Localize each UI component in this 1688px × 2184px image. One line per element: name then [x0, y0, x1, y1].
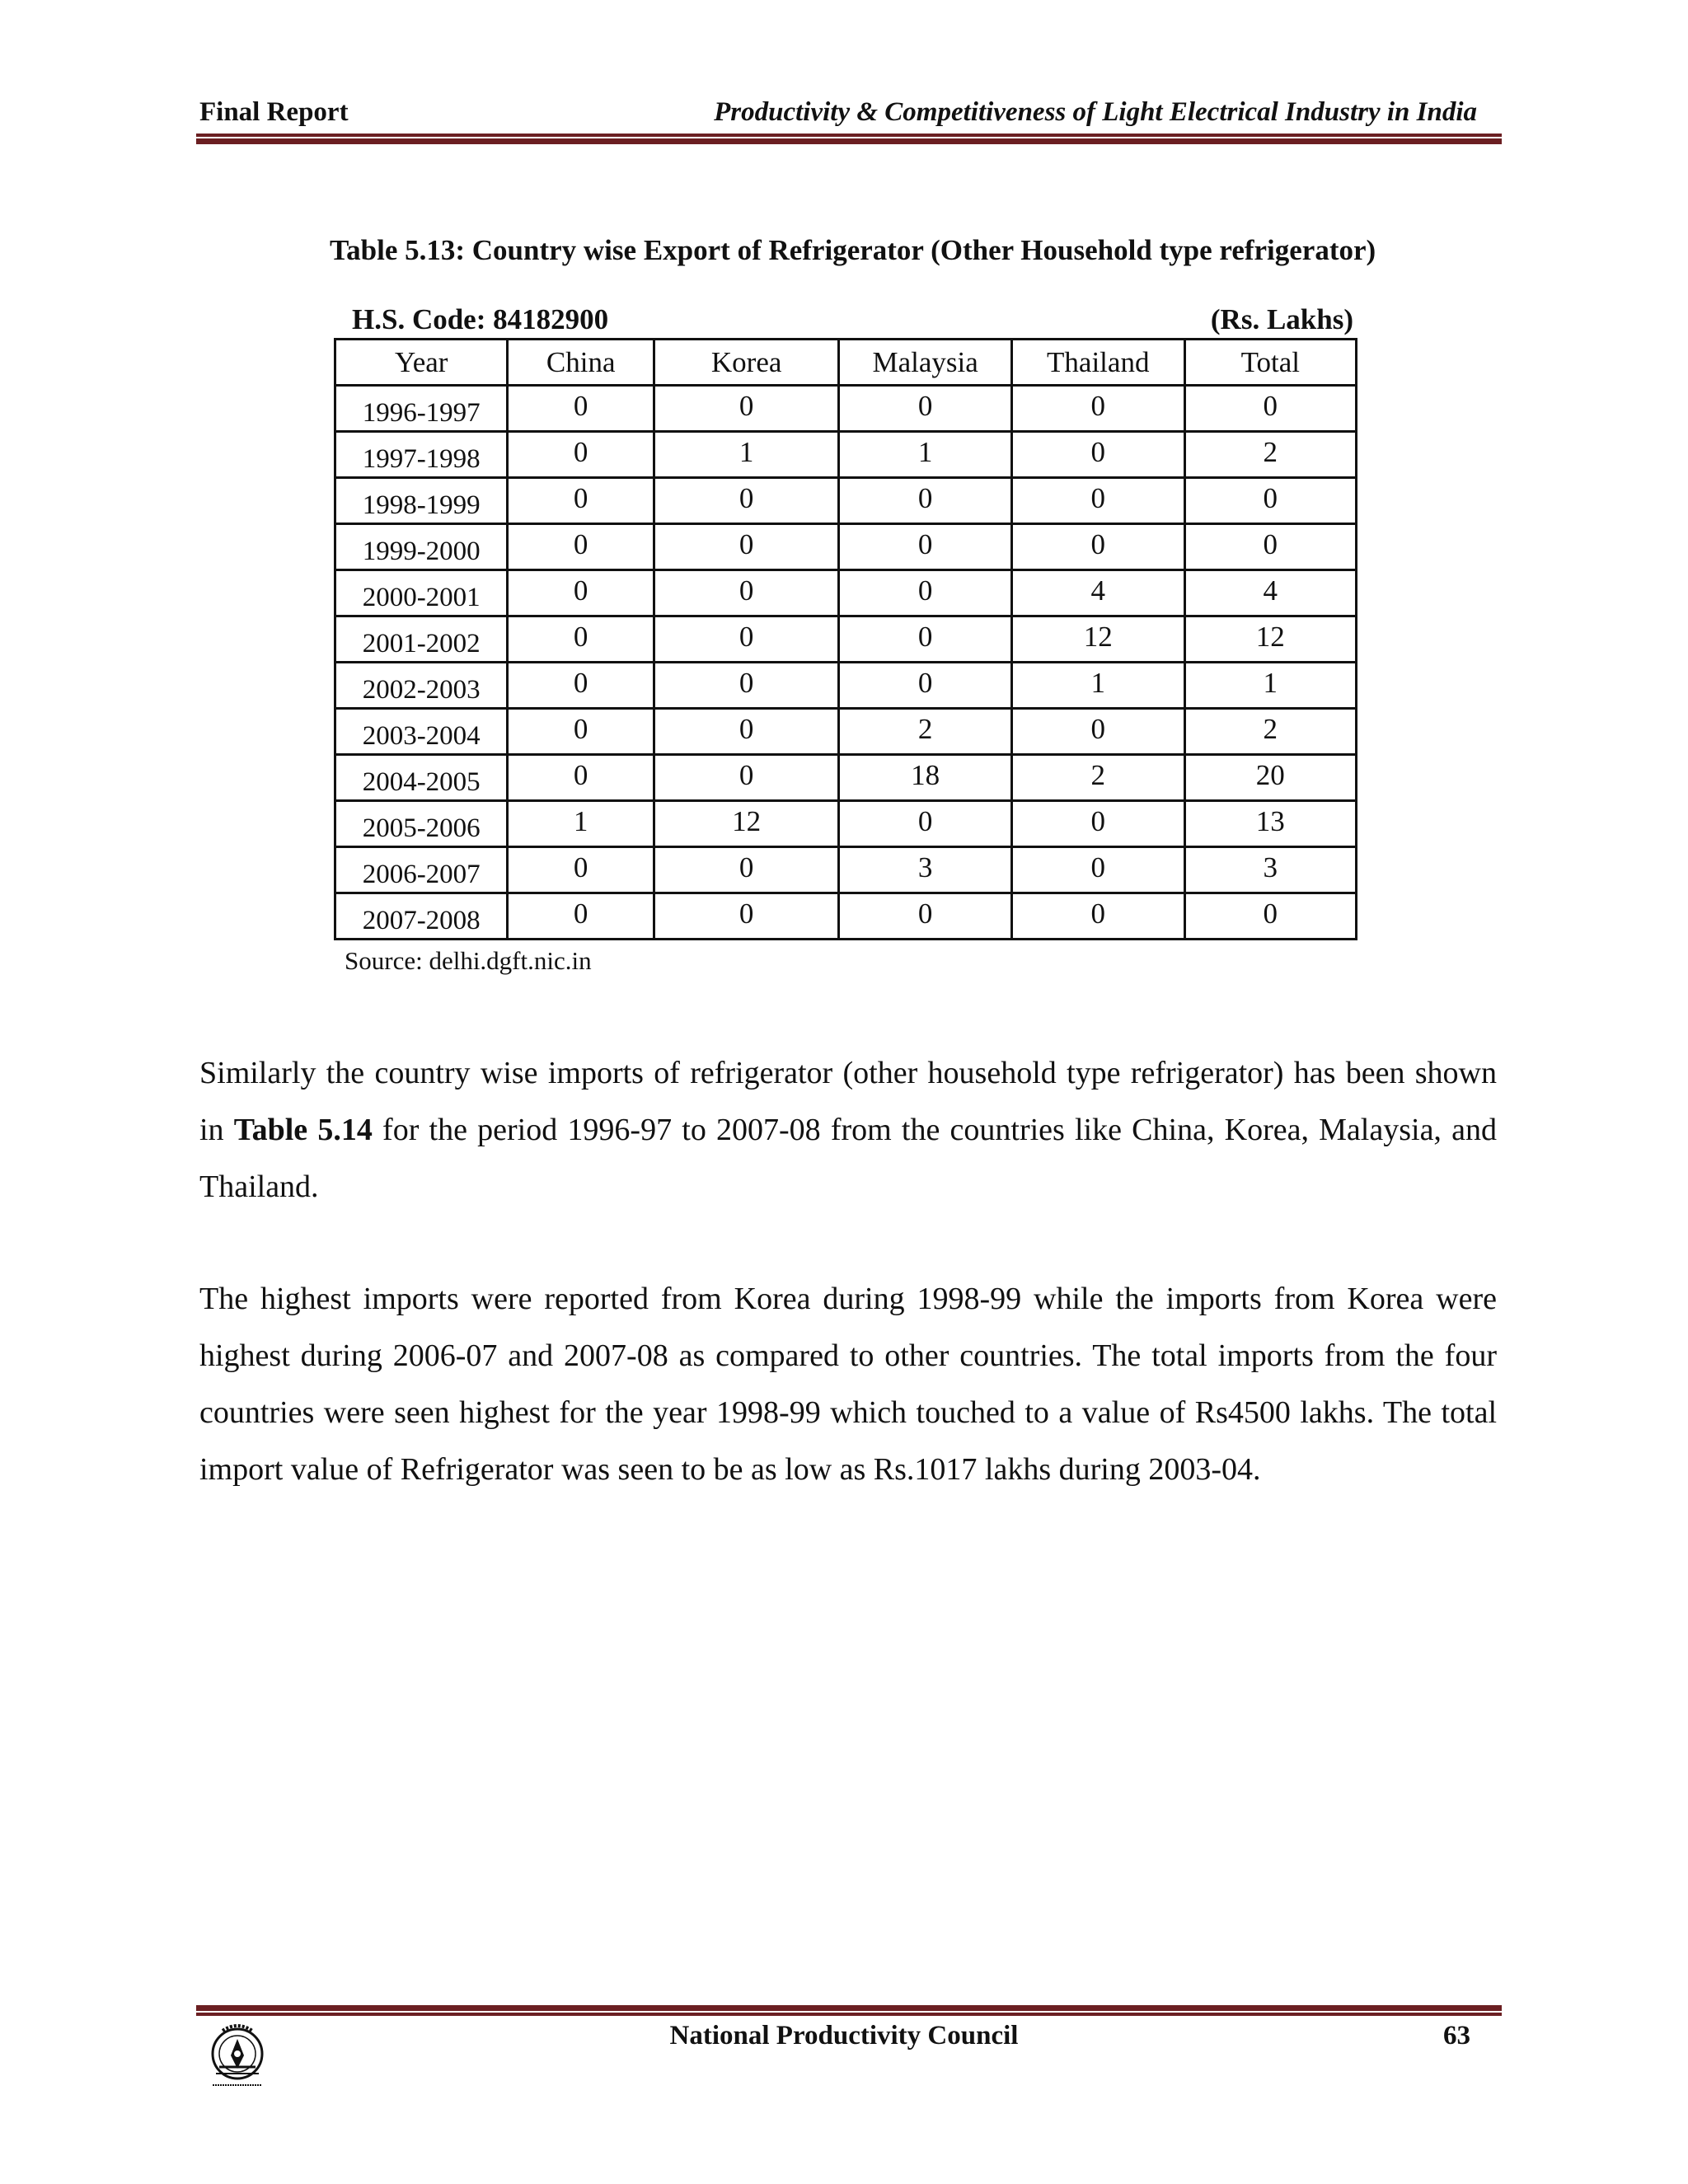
table-row — [335, 432, 1357, 478]
value-cell-thailand: 12 — [1011, 616, 1184, 663]
value-cell-malaysia: 18 — [839, 755, 1012, 801]
column-header-malaysia: Malaysia — [839, 340, 1012, 386]
value-cell-thailand: 4 — [1011, 570, 1184, 616]
value-cell-malaysia: 0 — [839, 616, 1012, 663]
year-cell: 2000-2001 — [335, 570, 508, 616]
value-cell-thailand: 0 — [1011, 386, 1184, 432]
value-cell-total: 0 — [1184, 524, 1356, 570]
value-cell-china: 0 — [508, 432, 654, 478]
paragraph-1-text-a: Similarly the country wise imports of refrigerator (other household type refrigerator) has been shown in — [199, 1056, 1497, 1147]
year-cell: 1998-1999 — [335, 478, 508, 524]
value-cell-total: 20 — [1184, 755, 1356, 801]
value-cell-total: 12 — [1184, 616, 1356, 663]
value-cell-total: 0 — [1184, 893, 1356, 940]
year-cell: 2007-2008 — [335, 893, 508, 940]
footer-rule — [196, 2005, 1502, 2016]
column-header-year: Year — [335, 340, 508, 386]
unit-label: (Rs. Lakhs) — [1210, 303, 1353, 335]
value-cell-total: 0 — [1184, 386, 1356, 432]
value-cell-thailand: 1 — [1011, 663, 1184, 709]
hs-code: H.S. Code: 84182900 — [352, 303, 609, 335]
value-cell-thailand: 0 — [1011, 847, 1184, 893]
table-row — [335, 570, 1357, 616]
value-cell-korea: 0 — [654, 524, 838, 570]
value-cell-china: 0 — [508, 386, 654, 432]
value-cell-malaysia: 0 — [839, 478, 1012, 524]
value-cell-china: 1 — [508, 801, 654, 847]
value-cell-china: 0 — [508, 893, 654, 940]
page-number: 63 — [1443, 2021, 1470, 2050]
value-cell-malaysia: 0 — [839, 663, 1012, 709]
table-row — [335, 478, 1357, 524]
value-cell-korea: 0 — [654, 709, 838, 755]
header-rule — [196, 134, 1502, 144]
table-row — [335, 709, 1357, 755]
column-header-china: China — [508, 340, 654, 386]
table-row — [335, 893, 1357, 940]
value-cell-malaysia: 0 — [839, 893, 1012, 940]
value-cell-korea: 0 — [654, 386, 838, 432]
value-cell-total: 2 — [1184, 709, 1356, 755]
table-row — [335, 386, 1357, 432]
value-cell-total: 13 — [1184, 801, 1356, 847]
value-cell-korea: 0 — [654, 478, 838, 524]
value-cell-thailand: 0 — [1011, 478, 1184, 524]
year-cell: 2002-2003 — [335, 663, 508, 709]
export-table — [334, 338, 1357, 940]
year-cell: 2005-2006 — [335, 801, 508, 847]
table-row — [335, 801, 1357, 847]
table-reference: Table 5.14 — [233, 1113, 373, 1147]
value-cell-korea: 0 — [654, 755, 838, 801]
value-cell-thailand: 0 — [1011, 524, 1184, 570]
value-cell-thailand: 2 — [1011, 755, 1184, 801]
value-cell-korea: 0 — [654, 847, 838, 893]
value-cell-korea: 1 — [654, 432, 838, 478]
value-cell-china: 0 — [508, 570, 654, 616]
table-row — [335, 616, 1357, 663]
table-row — [335, 663, 1357, 709]
table-header-row — [335, 340, 1357, 386]
year-cell: 1997-1998 — [335, 432, 508, 478]
value-cell-malaysia: 0 — [839, 570, 1012, 616]
year-cell: 1999-2000 — [335, 524, 508, 570]
table-row — [335, 755, 1357, 801]
value-cell-malaysia: 1 — [839, 432, 1012, 478]
header-right-title: Productivity & Competitiveness of Light Electrical Industry in India — [714, 97, 1477, 127]
value-cell-china: 0 — [508, 847, 654, 893]
year-cell: 2001-2002 — [335, 616, 508, 663]
footer-organization: National Productivity Council — [669, 2021, 1019, 2050]
page-header — [196, 97, 1502, 130]
table-row — [335, 847, 1357, 893]
year-cell: 2006-2007 — [335, 847, 508, 893]
value-cell-china: 0 — [508, 755, 654, 801]
value-cell-thailand: 0 — [1011, 432, 1184, 478]
year-cell: 2003-2004 — [335, 709, 508, 755]
value-cell-china: 0 — [508, 663, 654, 709]
value-cell-china: 0 — [508, 616, 654, 663]
value-cell-thailand: 0 — [1011, 709, 1184, 755]
value-cell-total: 2 — [1184, 432, 1356, 478]
paragraph-1-text-b: for the period 1996-97 to 2007-08 from the countries like China, Korea, Malaysia, and Thailand. — [199, 1113, 1497, 1204]
value-cell-total: 3 — [1184, 847, 1356, 893]
table-row — [335, 524, 1357, 570]
value-cell-korea: 0 — [654, 616, 838, 663]
value-cell-korea: 0 — [654, 570, 838, 616]
value-cell-total: 4 — [1184, 570, 1356, 616]
column-header-total: Total — [1184, 340, 1356, 386]
column-header-thailand: Thailand — [1011, 340, 1184, 386]
value-cell-thailand: 0 — [1011, 801, 1184, 847]
paragraph-1 — [199, 1045, 1497, 1216]
table-title: Table 5.13: Country wise Export of Refrigerator (Other Household type refrigerator) — [330, 234, 1376, 266]
value-cell-korea: 0 — [654, 663, 838, 709]
column-header-korea: Korea — [654, 340, 838, 386]
value-cell-china: 0 — [508, 709, 654, 755]
value-cell-malaysia: 0 — [839, 524, 1012, 570]
table-source: Source: delhi.dgft.nic.in — [345, 946, 592, 975]
value-cell-korea: 12 — [654, 801, 838, 847]
value-cell-malaysia: 0 — [839, 801, 1012, 847]
value-cell-china: 0 — [508, 478, 654, 524]
year-cell: 2004-2005 — [335, 755, 508, 801]
value-cell-china: 0 — [508, 524, 654, 570]
table-caption-row — [334, 303, 1353, 340]
value-cell-total: 0 — [1184, 478, 1356, 524]
paragraph-2: The highest imports were reported from Korea during 1998-99 while the imports from Korea were highest during 2006-07 and 2007-08 as compared to other countries. The total imports from the four countries were seen highest for the year 1998-99 which touched to a value of Rs4500 lakhs. The total import value of Refrigerator was seen to be as low as Rs.1017 lakhs during 2003-04. — [199, 1282, 1497, 1487]
year-cell: 1996-1997 — [335, 386, 508, 432]
value-cell-thailand: 0 — [1011, 893, 1184, 940]
table-body — [335, 386, 1357, 940]
value-cell-malaysia: 0 — [839, 386, 1012, 432]
value-cell-korea: 0 — [654, 893, 838, 940]
header-left-title: Final Report — [199, 97, 349, 127]
value-cell-malaysia: 2 — [839, 709, 1012, 755]
value-cell-malaysia: 3 — [839, 847, 1012, 893]
value-cell-total: 1 — [1184, 663, 1356, 709]
